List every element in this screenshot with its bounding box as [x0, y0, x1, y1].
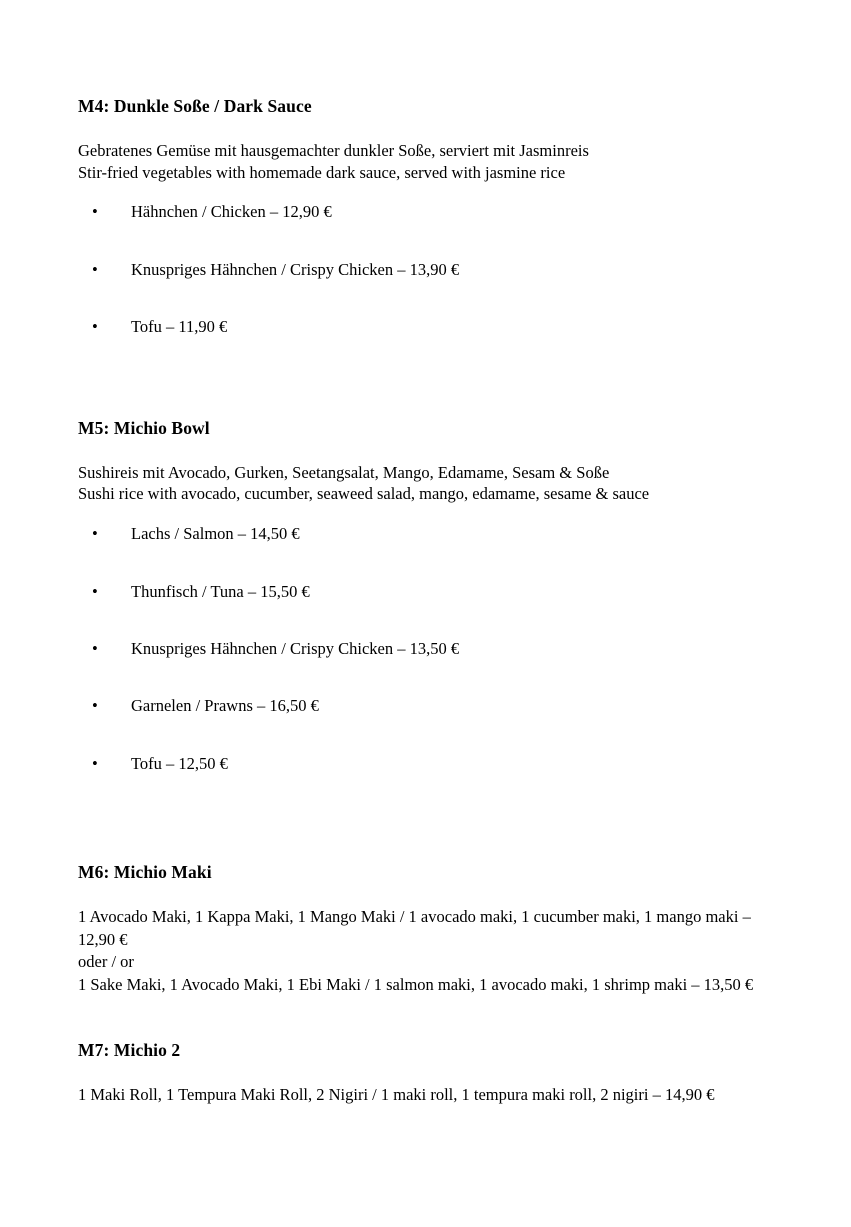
- list-item: [78, 581, 773, 602]
- menu-section-m4: [78, 96, 773, 338]
- bullet-icon: •: [92, 202, 98, 222]
- bullet-icon: •: [92, 753, 98, 773]
- section-title-m7: M7: Michio 2: [78, 1039, 181, 1060]
- section-title-m4: M4: Dunkle Soße / Dark Sauce: [78, 96, 312, 116]
- list-item: [78, 259, 773, 280]
- menu-section-m7: [78, 1040, 773, 1106]
- bullet-icon: •: [92, 581, 98, 601]
- list-item-label: Hähnchen / Chicken – 12,90 €: [131, 202, 332, 222]
- menu-section-m5: [78, 418, 773, 775]
- list-item-label: Garnelen / Prawns – 16,50 €: [131, 696, 319, 716]
- list-item-label: Thunfisch / Tuna – 15,50 €: [131, 581, 310, 601]
- item-list-m4: [78, 201, 773, 337]
- description-de-m4: Gebratenes Gemüse mit hausgemachter dunkler Soße, serviert mit Jasminreis: [78, 140, 589, 160]
- section-description-m4: [78, 140, 773, 184]
- section-spacer: [78, 810, 773, 862]
- description-en-m5: Sushi rice with avocado, cucumber, seaweed salad, mango, edamame, sesame & sauce: [78, 484, 650, 504]
- description-de-m5: Sushireis mit Avocado, Gurken, Seetangsalat, Mango, Edamame, Sesam & Soße: [78, 462, 610, 482]
- list-item-label: Tofu – 12,50 €: [131, 753, 228, 773]
- section-description-m5: [78, 462, 773, 506]
- section-paragraph-m6: [78, 906, 773, 996]
- paragraph-line-3: 1 Sake Maki, 1 Avocado Maki, 1 Ebi Maki / 1 salmon maki, 1 avocado maki, 1 shrimp maki – 13,50 €: [78, 974, 754, 994]
- bullet-icon: •: [92, 696, 98, 716]
- list-item: [78, 695, 773, 716]
- list-item-label: Knuspriges Hähnchen / Crispy Chicken – 13,90 €: [131, 259, 460, 279]
- section-title-m5: M5: Michio Bowl: [78, 417, 210, 438]
- list-item: [78, 638, 773, 659]
- list-item: [78, 316, 773, 337]
- paragraph-line-1: 1 Avocado Maki, 1 Kappa Maki, 1 Mango Maki / 1 avocado maki, 1 cucumber maki, 1 mango maki – 12,90 €: [78, 907, 751, 949]
- list-item: [78, 523, 773, 544]
- menu-section-m6: [78, 862, 773, 996]
- bullet-icon: •: [92, 259, 98, 279]
- description-en-m4: Stir-fried vegetables with homemade dark sauce, served with jasmine rice: [78, 162, 566, 182]
- section-paragraph-m7: 1 Maki Roll, 1 Tempura Maki Roll, 2 Nigiri / 1 maki roll, 1 tempura maki roll, 2 nigiri – 14,90 €: [78, 1084, 715, 1104]
- list-item-label: Knuspriges Hähnchen / Crispy Chicken – 13,50 €: [131, 639, 460, 658]
- section-spacer: [78, 374, 773, 418]
- paragraph-line-2: oder / or: [78, 952, 134, 972]
- item-list-m5: [78, 523, 773, 774]
- section-spacer: [78, 996, 773, 1040]
- list-item-label: Tofu – 11,90 €: [131, 317, 228, 337]
- bullet-icon: •: [92, 317, 98, 337]
- list-item: [78, 753, 773, 774]
- list-item-label: Lachs / Salmon – 14,50 €: [131, 524, 300, 544]
- section-title-m6: M6: Michio Maki: [78, 862, 212, 883]
- list-item: [78, 201, 773, 222]
- bullet-icon: •: [92, 524, 98, 544]
- bullet-icon: •: [92, 639, 98, 658]
